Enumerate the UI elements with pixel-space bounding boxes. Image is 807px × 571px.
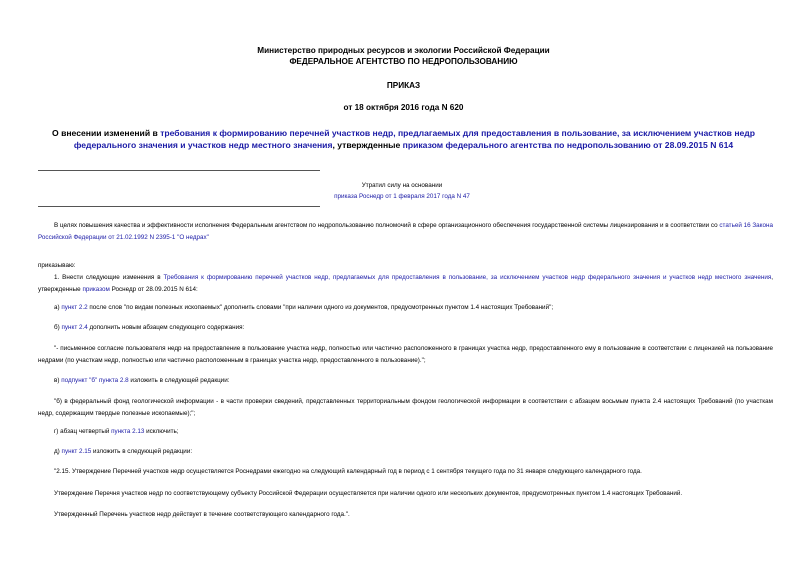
item-1-paragraph <box>38 272 773 295</box>
lost-force-basis <box>212 191 592 202</box>
item-1-order-link[interactable]: приказом <box>82 285 110 293</box>
item-a-text: после слов "по видам полезных ископаемых" дополнить словами "при наличии одного из документов, предусмотренных пунктом 1.4 настоящих Требований"; <box>87 304 554 311</box>
order-614-link[interactable]: приказом федерального агентства по недропользованию от 28.09.2015 N 614 <box>402 140 734 150</box>
item-1-requirements-link[interactable]: Требования к формированию перечней участков недр, предлагаемых для предоставления в пользование, за исключением участков недр федерального значения и участков недр местного значения <box>163 274 772 281</box>
item-1-text-1: 1. Внести следующие изменения в <box>54 274 164 281</box>
law-article-link[interactable]: статьей 16 Закона Российской Федерации от 21.02.1992 N 2395-1 "О недрах" <box>38 222 773 241</box>
clause-2-15-quote-a: "2.15. Утверждение Перечней участков недр осуществляется Роснедрами ежегодно на следующий календарный год в период с 1 сентября текущего года по 31 января следующего календарного года. <box>54 468 642 475</box>
doc-type-heading: ПРИКАЗ <box>386 81 421 90</box>
subclause-b-link[interactable]: подпункт "б" <box>61 377 98 384</box>
item-d-text: изложить в следующей редакции: <box>91 448 193 455</box>
clause-2-15-link[interactable]: пункт 2.15 <box>61 448 92 455</box>
preamble-paragraph <box>38 220 773 243</box>
divider-top <box>38 170 320 171</box>
item-g-prefix: г) абзац четвертый <box>54 428 112 435</box>
item-g-text: исключить; <box>144 428 179 435</box>
document-title <box>40 127 767 151</box>
item-b-paragraph <box>38 322 773 334</box>
item-a-prefix: а) <box>54 304 62 311</box>
item-a-paragraph <box>38 302 773 314</box>
item-v-prefix: в) <box>54 377 62 384</box>
basis-order-link[interactable]: приказа Роснедр от 1 февраля 2017 года N 47 <box>334 193 470 200</box>
item-v-quote: "б) в федеральный фонд геологической информации - в части проверки сведений, представленных территориальным фондом геологической информации в соответствии с абзацем восьмым пункта 2.4 настоящих Требований (по участкам недр, содержащим твердые полезные ископаемые);"; <box>38 398 773 417</box>
item-1-text-3: Роснедр от 28.09.2015 N 614: <box>109 285 198 293</box>
preamble-text: В целях повышения качества и эффективности исполнения Федеральным агентством по недропользованию полномочий в сфере организационного обеспечения государственной системы лицензирования и в соответствии со <box>54 222 720 229</box>
clause-2-2-link[interactable]: пункт 2.2 <box>61 304 88 311</box>
clause-2-8-link[interactable]: пункта 2.8 <box>98 377 129 384</box>
requirements-link[interactable]: требования к формированию перечней участков недр, предлагаемых для предоставления в пользование, за исключением участков недр федерального значения и участков недр местного значения <box>73 128 755 150</box>
ministry-heading: Министерство природных ресурсов и экологии Российской Федерации <box>257 46 550 55</box>
clause-2-15-quote-c: Утвержденный Перечень участков недр действует в течение соответствующего календарного года.". <box>54 511 350 518</box>
item-v-paragraph <box>38 375 773 387</box>
item-d-prefix: д) <box>54 448 62 455</box>
item-b-prefix: б) <box>54 324 62 331</box>
divider-bottom <box>38 206 320 207</box>
order-word: приказываю: <box>38 262 76 269</box>
title-text-1: О внесении изменений в <box>52 128 161 138</box>
lost-force-note: Утратил силу на основании <box>361 182 443 189</box>
item-1-text-2: , утвержденные <box>38 274 774 293</box>
clause-2-4-link[interactable]: пункт 2.4 <box>61 324 88 331</box>
agency-heading: ФЕДЕРАЛЬНОЕ АГЕНТСТВО ПО НЕДРОПОЛЬЗОВАНИЮ <box>289 57 518 66</box>
item-b-quote: "- письменное согласие пользователя недр на предоставление в пользование участка недр, полностью или частично расположенного в границах участка недр, предоставленного ему в пользование в соответствии с лицензией на пользование недрами (по участкам недр, полностью или частично расположенным в границах участка недр, предоставленного в пользование)."; <box>38 345 773 364</box>
item-g-paragraph <box>38 426 773 438</box>
date-number-heading: от 18 октября 2016 года N 620 <box>343 103 464 112</box>
title-text-2: , утвержденные <box>332 140 403 150</box>
item-b-text: дополнить новым абзацем следующего содержания: <box>87 324 245 331</box>
clause-2-15-quote-b: Утверждение Перечня участков недр по соответствующему субъекту Российской Федерации осуществляется при наличии одного или нескольких документов, предусмотренных пунктом 1.4 настоящих Требований. <box>54 490 683 497</box>
item-d-paragraph <box>38 446 773 458</box>
item-v-text: изложить в следующей редакции: <box>128 377 230 384</box>
clause-2-13-link[interactable]: пункта 2.13 <box>111 428 145 435</box>
